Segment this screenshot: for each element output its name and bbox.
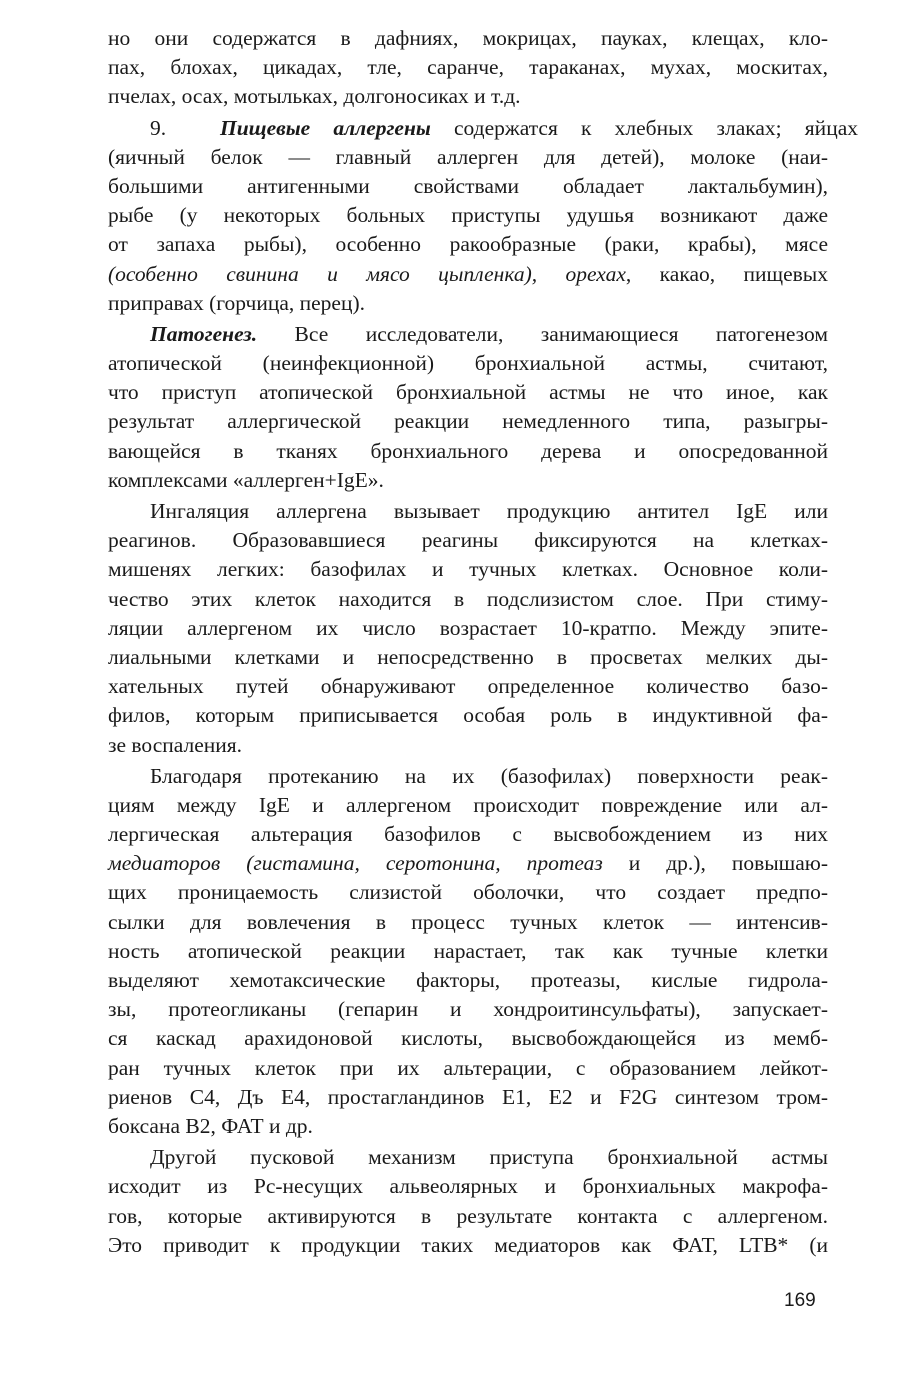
text-line: ран тучных клеток при их альтерации, с образованием лейкот- [108,1055,828,1080]
text-span: содержатся к хлебных злаках; яйцах [430,115,858,140]
text-line: от запаха рыбы), особенно ракообразные (раки, крабы), мясе [108,232,828,257]
text-span: , какао, пищевых [625,261,828,286]
italic-span: (особенно свинина и мясо цыпленка), орехах [108,261,626,286]
text-line: ся каскад арахидоновой кислоты, высвобождающейся из мемб- [108,1026,828,1051]
text-line: комплексами «аллерген+IgE». [108,467,384,492]
text-line: щих проницаемость слизистой оболочки, что создает предпо- [108,880,828,905]
text-line: реагинов. Образовавшиеся реагины фиксируются на клетках- [108,528,828,553]
italic-span: медиаторов (гистамина, серотонина, протеаз [108,851,603,876]
text-line: ляции аллергеном их число возрастает 10-кратпо. Между эпите- [108,615,828,640]
text-line: филов, которым приписывается особая роль в индуктивной фа- [108,703,828,728]
food-allergens-heading: Пищевые аллергены [220,115,431,140]
text-line: что приступ атопической бронхиальной астмы не что иное, как [108,380,828,405]
text-line: исходит из Рс-несущих альвеолярных и бронхиальных макрофа- [108,1174,828,1199]
text-line: мишенях легких: базофилах и тучных клетках. Основное коли- [108,557,828,582]
text-line: Это приводит к продукции таких медиаторов как ФАТ, LTB* (и [108,1232,828,1257]
text-line: (яичный белок — главный аллерген для детей), молоке (наи- [108,144,828,169]
text-line: лергическая альтерация базофилов с высвобождением из них [108,822,828,847]
text-line: выделяют хемотаксические факторы, протеазы, кислые гидрола- [108,968,828,992]
text-line: чество этих клеток находится в подслизистом слое. При стиму- [108,586,828,611]
text-span: Все исследователи, занимающиеся патогенезом [257,321,828,346]
text-line: приправах (горчица, перец). [108,290,366,315]
text-line [108,114,858,143]
text-line: большими антигенными свойствами обладает лактальбумин), [108,173,828,198]
text-line: сылки для вовлечения в процесс тучных клеток — интенсив- [108,909,828,934]
pathogenesis-heading: Патогенез. [150,321,258,346]
text-line: результат аллергической реакции немедленного типа, разыгры- [108,409,828,434]
text-line [108,320,828,349]
paragraph-pathogenesis [108,320,828,495]
text-line: атопической (неинфекционной) бронхиальной астмы, считают, [108,351,828,376]
paragraph-allergen-insects [108,24,828,112]
text-line: ность атопической реакции нарастает, так как тучные клетки [108,938,828,963]
text-line: зы, протеогликаны (гепарин и хондроитинсульфаты), запускает- [108,997,828,1022]
text-line: циям между IgE и аллергеном происходит повреждение или ал- [108,792,828,817]
text-line: Благодаря протеканию на их (базофилах) поверхности реак- [150,763,828,788]
paragraph-food-allergens [108,114,858,318]
text-line: зе воспаления. [108,732,243,757]
text-line: боксана В2, ФАТ и др. [108,1113,313,1138]
text-line: риенов С4, Дъ Е4, простагландинов Е1, Е2 и F2G синтезом тром- [108,1084,828,1109]
text-line: пах, блохах, цикадах, тле, саранче, тараканах, мухах, москитах, [108,55,828,80]
text-span: и др.), повышаю- [602,851,828,876]
paragraph-basophils [108,762,828,1141]
list-number: 9. [150,115,167,140]
body-text [108,24,858,1260]
text-line: вающейся в тканях бронхиального дерева и опосредованной [108,438,828,463]
text-line: Другой пусковой механизм приступа бронхиальной астмы [150,1145,828,1170]
text-line: лиальными клетками и непосредственно в просветах мелких ды- [108,644,828,669]
text-line: Ингаляция аллергена вызывает продукцию антител IgE или [150,499,828,523]
text-line: но они содержатся в дафниях, мокрицах, пауках, клещах, кло- [108,26,828,50]
page-number: 169 [784,1290,816,1311]
text-line: рыбе (у некоторых больных приступы удушья возникают даже [108,203,828,228]
paragraph-inhalation [108,497,828,760]
text-line: пчелах, осах, мотыльках, долгоносиках и т.д. [108,84,521,109]
text-line: хательных путей обнаруживают определенное количество базо- [108,674,828,699]
paragraph-macrophages [108,1143,828,1260]
text-line [108,260,828,289]
text-line: гов, которые активируются в результате контакта с аллергеном. [108,1203,828,1228]
text-line [108,849,828,878]
